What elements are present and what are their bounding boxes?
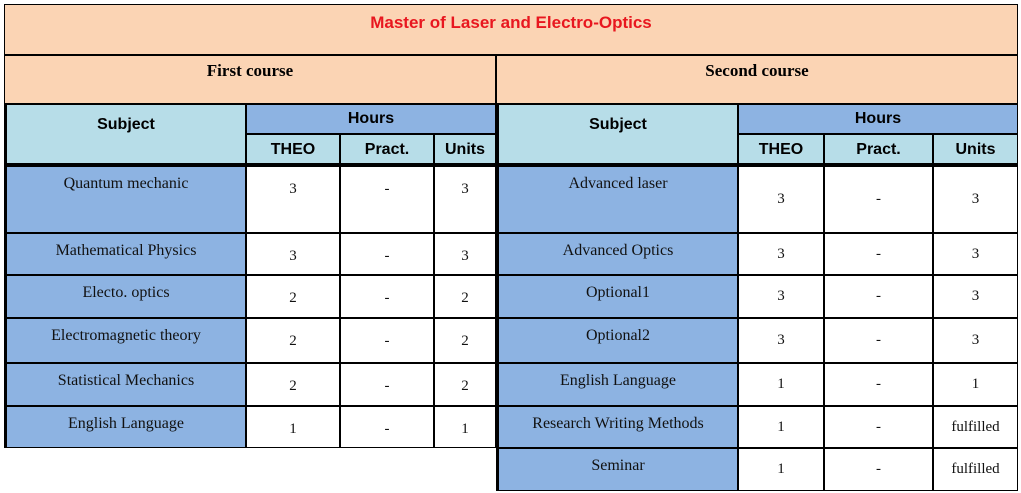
second-theo-header: THEO bbox=[738, 134, 824, 166]
table-cell-units: 1 bbox=[434, 406, 496, 448]
table-cell-pract: - bbox=[824, 448, 933, 491]
second-hours-header: Hours bbox=[738, 104, 1018, 134]
table-cell-units: 3 bbox=[933, 166, 1018, 233]
table-cell-theo: 1 bbox=[738, 448, 824, 491]
table-row-subject: Research Writing Methods bbox=[496, 406, 738, 448]
first-units-header: Units bbox=[434, 134, 496, 166]
table-row-subject: Quantum mechanic bbox=[4, 166, 246, 233]
table-cell-pract: - bbox=[340, 233, 434, 275]
table-cell-units: 3 bbox=[434, 233, 496, 275]
table-cell-units: 3 bbox=[933, 275, 1018, 318]
table-cell-theo: 1 bbox=[246, 406, 340, 448]
first-subject-header: Subject bbox=[4, 104, 246, 166]
table-cell-units: 2 bbox=[434, 318, 496, 363]
table-cell-units: 3 bbox=[933, 233, 1018, 275]
table-cell-pract: - bbox=[340, 406, 434, 448]
table-cell-pract: - bbox=[340, 166, 434, 233]
second-units-header: Units bbox=[933, 134, 1018, 166]
first-theo-header: THEO bbox=[246, 134, 340, 166]
table-cell-theo: 1 bbox=[738, 363, 824, 406]
table-cell-pract: - bbox=[824, 166, 933, 233]
table-cell-units: 2 bbox=[434, 363, 496, 406]
table-cell-theo: 3 bbox=[738, 275, 824, 318]
table-row-subject: Statistical Mechanics bbox=[4, 363, 246, 406]
table-cell-theo: 3 bbox=[246, 166, 340, 233]
table-cell-pract: - bbox=[340, 318, 434, 363]
table-row-subject: Advanced laser bbox=[496, 166, 738, 233]
table-cell-pract: - bbox=[824, 318, 933, 363]
table-row-subject: Optional2 bbox=[496, 318, 738, 363]
second-subject-header: Subject bbox=[496, 104, 738, 166]
table-cell-units: 3 bbox=[434, 166, 496, 233]
table-cell-pract: - bbox=[824, 363, 933, 406]
table-cell-units: fulfilled bbox=[933, 406, 1018, 448]
table-cell-pract: - bbox=[824, 233, 933, 275]
table-cell-theo: 2 bbox=[246, 363, 340, 406]
table-row-subject: Seminar bbox=[496, 448, 738, 491]
table-cell-units: 3 bbox=[933, 318, 1018, 363]
table-row-subject: Electromagnetic theory bbox=[4, 318, 246, 363]
table-cell-pract: - bbox=[340, 275, 434, 318]
table-cell-theo: 2 bbox=[246, 318, 340, 363]
table-cell-theo: 3 bbox=[738, 318, 824, 363]
table-cell-units: 1 bbox=[933, 363, 1018, 406]
table-cell-theo: 2 bbox=[246, 275, 340, 318]
table-row-subject: Advanced Optics bbox=[496, 233, 738, 275]
first-course-header: First course bbox=[4, 55, 496, 104]
table-title: Master of Laser and Electro-Optics bbox=[4, 4, 1018, 55]
first-hours-header: Hours bbox=[246, 104, 496, 134]
table-cell-pract: - bbox=[340, 363, 434, 406]
table-cell-theo: 3 bbox=[246, 233, 340, 275]
table-cell-theo: 3 bbox=[738, 166, 824, 233]
first-pract-header: Pract. bbox=[340, 134, 434, 166]
table-cell-pract: - bbox=[824, 275, 933, 318]
table-row-subject: Optional1 bbox=[496, 275, 738, 318]
table-cell-theo: 3 bbox=[738, 233, 824, 275]
table-row-subject: English Language bbox=[496, 363, 738, 406]
second-course-header: Second course bbox=[496, 55, 1018, 104]
table-row-subject: English Language bbox=[4, 406, 246, 448]
table-cell-units: 2 bbox=[434, 275, 496, 318]
second-pract-header: Pract. bbox=[824, 134, 933, 166]
table-cell-units: fulfilled bbox=[933, 448, 1018, 491]
table-row-subject: Mathematical Physics bbox=[4, 233, 246, 275]
table-cell-theo: 1 bbox=[738, 406, 824, 448]
table-row-subject: Electo. optics bbox=[4, 275, 246, 318]
table-cell-pract: - bbox=[824, 406, 933, 448]
